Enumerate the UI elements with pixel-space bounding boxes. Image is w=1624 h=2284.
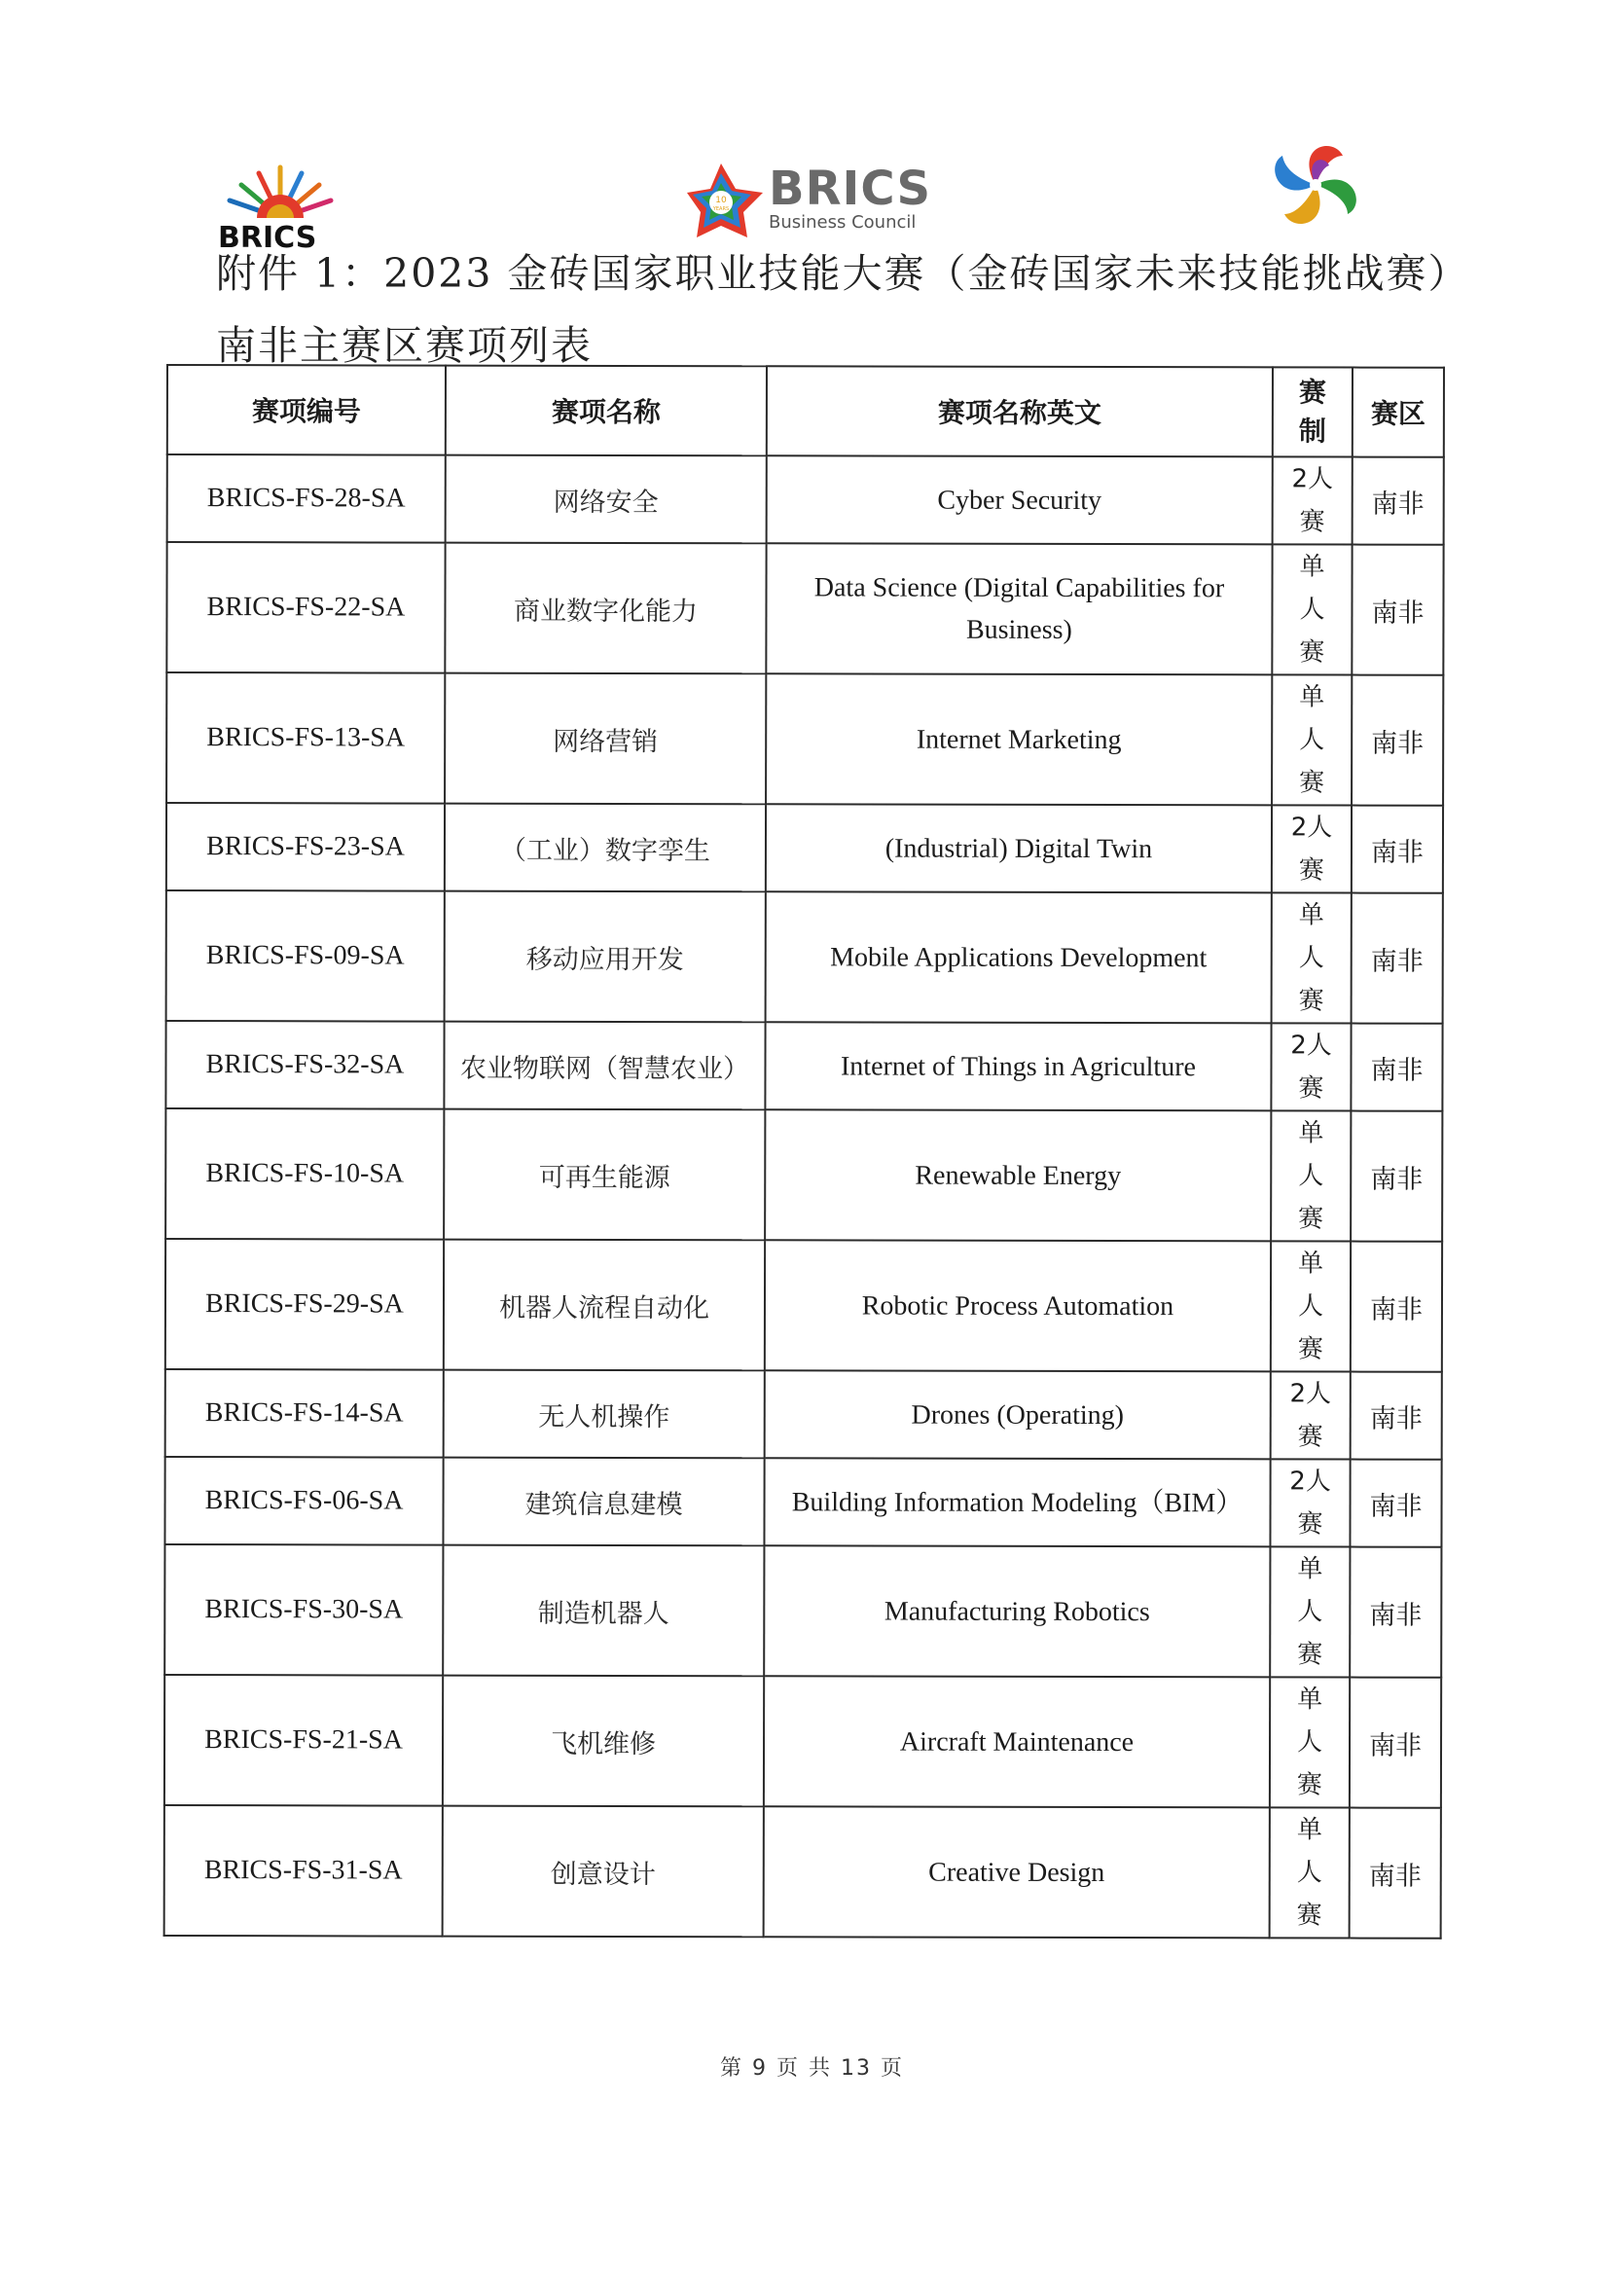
event-region: 南非 [1351,1111,1442,1242]
event-code: BRICS-FS-10-SA [165,1108,444,1240]
brics-business-council-logo [687,146,932,243]
svg-text:Business Council: Business Council [769,212,917,233]
event-format [1271,1023,1351,1110]
event-format [1270,1677,1350,1807]
header-region: 赛区 [1353,368,1444,457]
event-format [1272,544,1352,674]
format-text: 单人赛 [1296,1685,1323,1800]
event-name-cn: 网络营销 [445,673,766,805]
format-text: 单人赛 [1298,900,1324,1016]
table-row [165,1369,1442,1460]
event-format [1272,674,1352,805]
event-format [1271,1371,1351,1459]
svg-text:YEARS: YEARS [712,206,730,212]
document-title [216,237,1481,381]
event-code: BRICS-FS-30-SA [164,1544,443,1676]
table-row [165,1108,1442,1242]
brics-swirl-logo [1265,136,1367,234]
event-code: BRICS-FS-29-SA [165,1239,444,1370]
event-region: 南非 [1352,545,1443,675]
svg-text:BRICS: BRICS [769,162,932,216]
event-name-cn: 无人机操作 [444,1370,765,1459]
event-name-cn: 制造机器人 [443,1545,764,1677]
event-name-cn: 飞机维修 [443,1676,764,1807]
event-format [1270,1459,1350,1546]
title-line-1: 附件 1：2023 金砖国家职业技能大赛（金砖国家未来技能挑战赛） [216,250,1470,297]
header-name-en: 赛项名称英文 [767,366,1273,456]
event-code: BRICS-FS-31-SA [164,1805,443,1937]
event-code: BRICS-FS-21-SA [164,1675,443,1806]
table-header-row [167,365,1444,457]
event-format [1272,892,1352,1023]
title-line-2: 南非主赛区赛项列表 [216,322,593,369]
event-name-en: Manufacturing Robotics [764,1545,1270,1677]
event-name-en: Robotic Process Automation [765,1240,1271,1371]
format-text: 单人赛 [1297,1554,1323,1670]
event-name-en: Building Information Modeling（BIM） [764,1458,1270,1546]
table-row [166,803,1443,893]
event-region: 南非 [1353,457,1444,545]
event-code: BRICS-FS-23-SA [166,803,445,891]
event-name-cn: 创意设计 [443,1806,764,1938]
event-code: BRICS-FS-32-SA [165,1021,444,1109]
event-name-en: Mobile Applications Development [766,891,1272,1023]
table-row [166,890,1443,1024]
event-format [1271,1241,1351,1371]
event-format [1273,456,1353,544]
event-name-cn: 网络安全 [446,455,767,544]
format-text: 单人赛 [1299,682,1325,798]
event-name-cn: 移动应用开发 [445,891,766,1023]
header-code: 赛项编号 [167,365,446,455]
svg-text:BRICS: BRICS [218,221,317,255]
event-name-en: Data Science (Digital Capabilities for Business) [766,543,1272,674]
event-name-en: Aircraft Maintenance [764,1676,1270,1807]
table-row [167,454,1444,545]
event-name-en: Drones (Operating) [765,1370,1271,1459]
event-format [1270,1546,1350,1677]
format-text: 2人 赛 [1289,1467,1331,1540]
event-region: 南非 [1350,1678,1441,1808]
table-body [164,454,1444,1939]
event-name-cn: 可再生能源 [444,1109,765,1241]
table-row [164,1544,1441,1678]
event-region: 南非 [1351,1372,1442,1460]
event-code: BRICS-FS-09-SA [166,890,445,1022]
event-name-en: (Industrial) Digital Twin [766,804,1272,892]
event-name-en: Renewable Energy [765,1109,1271,1241]
table-row [165,1021,1442,1111]
format-text: 单人赛 [1297,1249,1324,1364]
event-region: 南非 [1350,1547,1441,1678]
table-row [164,1457,1441,1547]
event-name-cn: 农业物联网（智慧农业） [444,1022,765,1110]
format-text: 单人赛 [1296,1815,1322,1931]
format-text: 单人赛 [1298,1118,1324,1234]
format-text: 2人 赛 [1291,464,1334,537]
event-name-en: Cyber Security [767,455,1273,544]
event-code: BRICS-FS-06-SA [164,1457,443,1545]
event-name-cn: 商业数字化能力 [445,543,766,674]
event-name-cn: （工业）数字孪生 [445,804,766,892]
format-text: 2人 赛 [1290,1031,1332,1104]
events-table [163,364,1445,1940]
event-name-cn: 机器人流程自动化 [444,1240,765,1371]
format-text: 2人 赛 [1289,1379,1332,1452]
event-name-cn: 建筑信息建模 [443,1458,764,1546]
event-region: 南非 [1352,675,1443,806]
event-region: 南非 [1350,1808,1441,1939]
event-format [1270,1807,1350,1938]
format-text: 单人赛 [1299,552,1325,668]
event-format [1272,805,1352,892]
table-row [164,1675,1441,1808]
svg-text:10: 10 [715,196,727,205]
header-format: 赛制 [1273,367,1353,456]
event-region: 南非 [1350,1460,1441,1547]
event-name-en: Internet of Things in Agriculture [765,1022,1271,1110]
event-code: BRICS-FS-28-SA [167,454,446,543]
table-row [166,672,1443,806]
event-region: 南非 [1351,1242,1442,1372]
event-code: BRICS-FS-13-SA [166,672,445,804]
event-region: 南非 [1352,806,1443,893]
format-text: 2人 赛 [1290,813,1333,886]
event-name-en: Creative Design [764,1806,1270,1938]
event-region: 南非 [1352,893,1443,1024]
event-region: 南非 [1351,1024,1442,1111]
table-row [166,542,1443,675]
page-footer: 第 9 页 共 13 页 [720,2056,904,2081]
event-code: BRICS-FS-14-SA [165,1369,444,1458]
event-code: BRICS-FS-22-SA [166,542,445,673]
table-row [164,1805,1441,1939]
event-name-en: Internet Marketing [766,673,1272,805]
header-name-cn: 赛项名称 [446,366,767,456]
table-row [165,1239,1442,1372]
event-format [1271,1110,1351,1241]
